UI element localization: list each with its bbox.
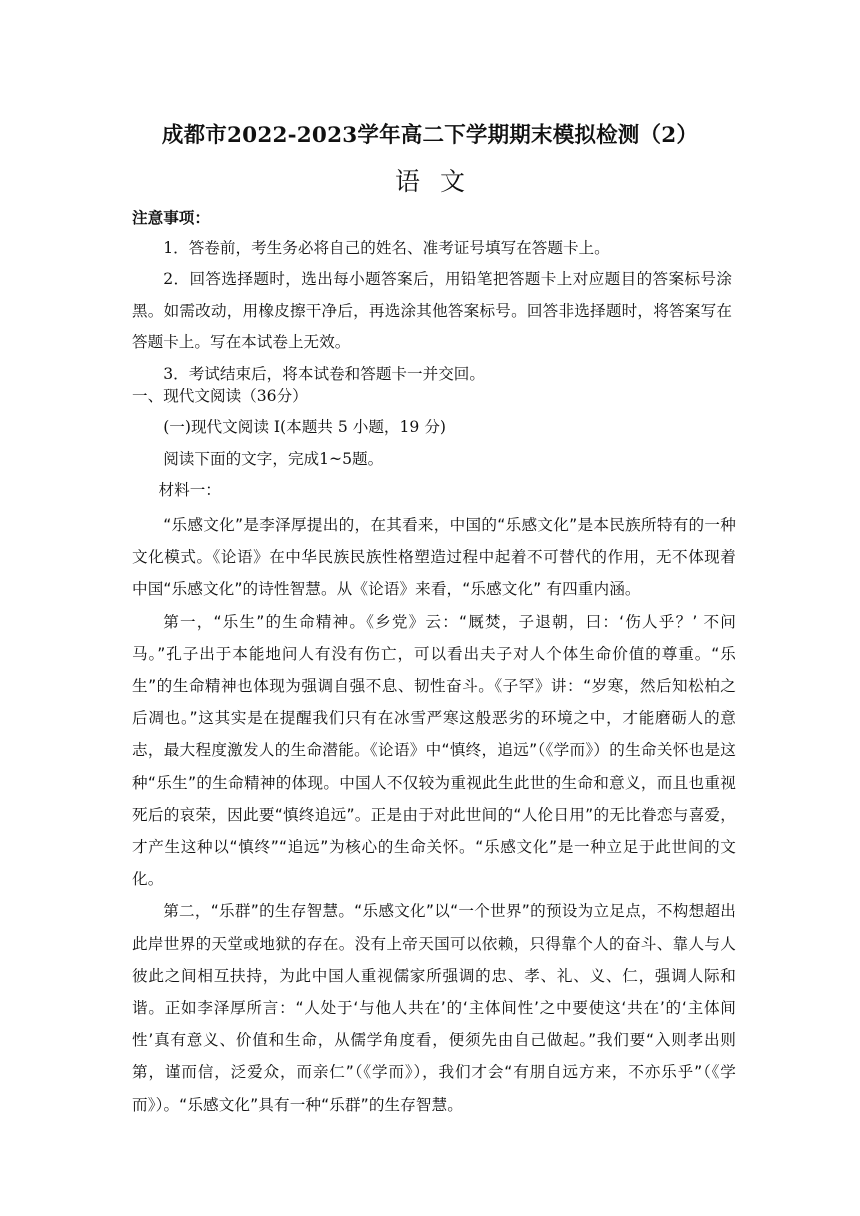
section-heading: 一、现代文阅读（36分） [132, 387, 308, 405]
material-label: 材料一： [158, 481, 221, 500]
section-instruction: 阅读下面的文字，完成1~5题。 [163, 449, 384, 468]
notice-list [132, 233, 732, 390]
notice-heading: 注意事项： [132, 208, 210, 227]
section-sub-heading: (一)现代文阅读 I(本题共 5 小题，19 分) [163, 418, 446, 437]
exam-title: 成都市2022-2023学年高二下学期期末模拟检测（2） [161, 123, 699, 148]
section-block [132, 381, 732, 507]
notice-item-1: 1．答卷前，考生务必将自己的姓名、准考证号填写在答题卡上。 [163, 239, 610, 257]
article-paragraph: “乐感文化”是李泽厚提出的，在其看来，中国的“乐感文化”是本民族所特有的一种文化模式。《论语》在中华民族民族性格塑造过程中起着不可替代的作用，无不体现着中国“乐感文化”的诗性智慧。从《论语》来看，“乐感文化” 有四重内涵。 [132, 516, 736, 599]
notice-item-2: 2．回答选择题时，选出每小题答案后，用铅笔把答题卡上对应题目的答案标号涂黑。如需改动，用橡皮擦干净后，再选涂其他答案标号。回答非选择题时，将答案写在答题卡上。写在本试卷上无效。 [132, 270, 732, 352]
article-body [132, 509, 736, 1121]
subject-title: 语文 [394, 167, 485, 196]
notice-item-3: 3．考试结束后，将本试卷和答题卡一并交回。 [163, 364, 485, 383]
article-paragraph: 第二，“乐群”的生存智慧。“乐感文化”以“一个世界”的预设为立足点，不构想超出此岸世界的天堂或地狱的存在。没有上帝天国可以依赖，只得靠个人的奋斗、靠人与人彼此之间相互扶持，为此中国人重视儒家所强调的忠、孝、礼、义、仁，强调人际和谐。正如李泽厚所言：“人处于‘与他人共在’的‘主体间性’之中要使这‘共在’的‘主体间性’真有意义、价值和生命，从儒学角度看，便须先由自己做起。”我们要“入则孝出则第，谨而信，泛爱众，而亲仁”（《学而》），我们才会“有朋自远方来，不亦乐乎”（《学而》）。“乐感文化”具有一种“乐群”的生存智慧。 [132, 902, 736, 1114]
article-paragraph: 第一，“乐生”的生命精神。《乡党》云：“厩焚，子退朝，曰：‘伤人乎？’ 不问马。”孔子出于本能地问人有没有伤亡，可以看出夫子对人个体生命价值的尊重。“乐生”的生命精神也体现为强调自强不息、韧性奋斗。《子罕》讲：“岁寒，然后知松柏之后凋也。”这其实是在提醒我们只有在冰雪严寒这般恶劣的环境之中，才能磨砺人的意志，最大程度激发人的生命潜能。《论语》中“慎终，追远”（《学而》）的生命关怀也是这种“乐生”的生命精神的体现。中国人不仅较为重视此生此世的生命和意义，而且也重视死后的哀荣，因此要“慎终追远”。正是由于对此世间的“人伦日用”的无比眷恋与喜爱，才产生这种以“慎终”“追远”为核心的生命关怀。“乐感文化”是一种立足于此世间的文化。 [132, 612, 736, 889]
